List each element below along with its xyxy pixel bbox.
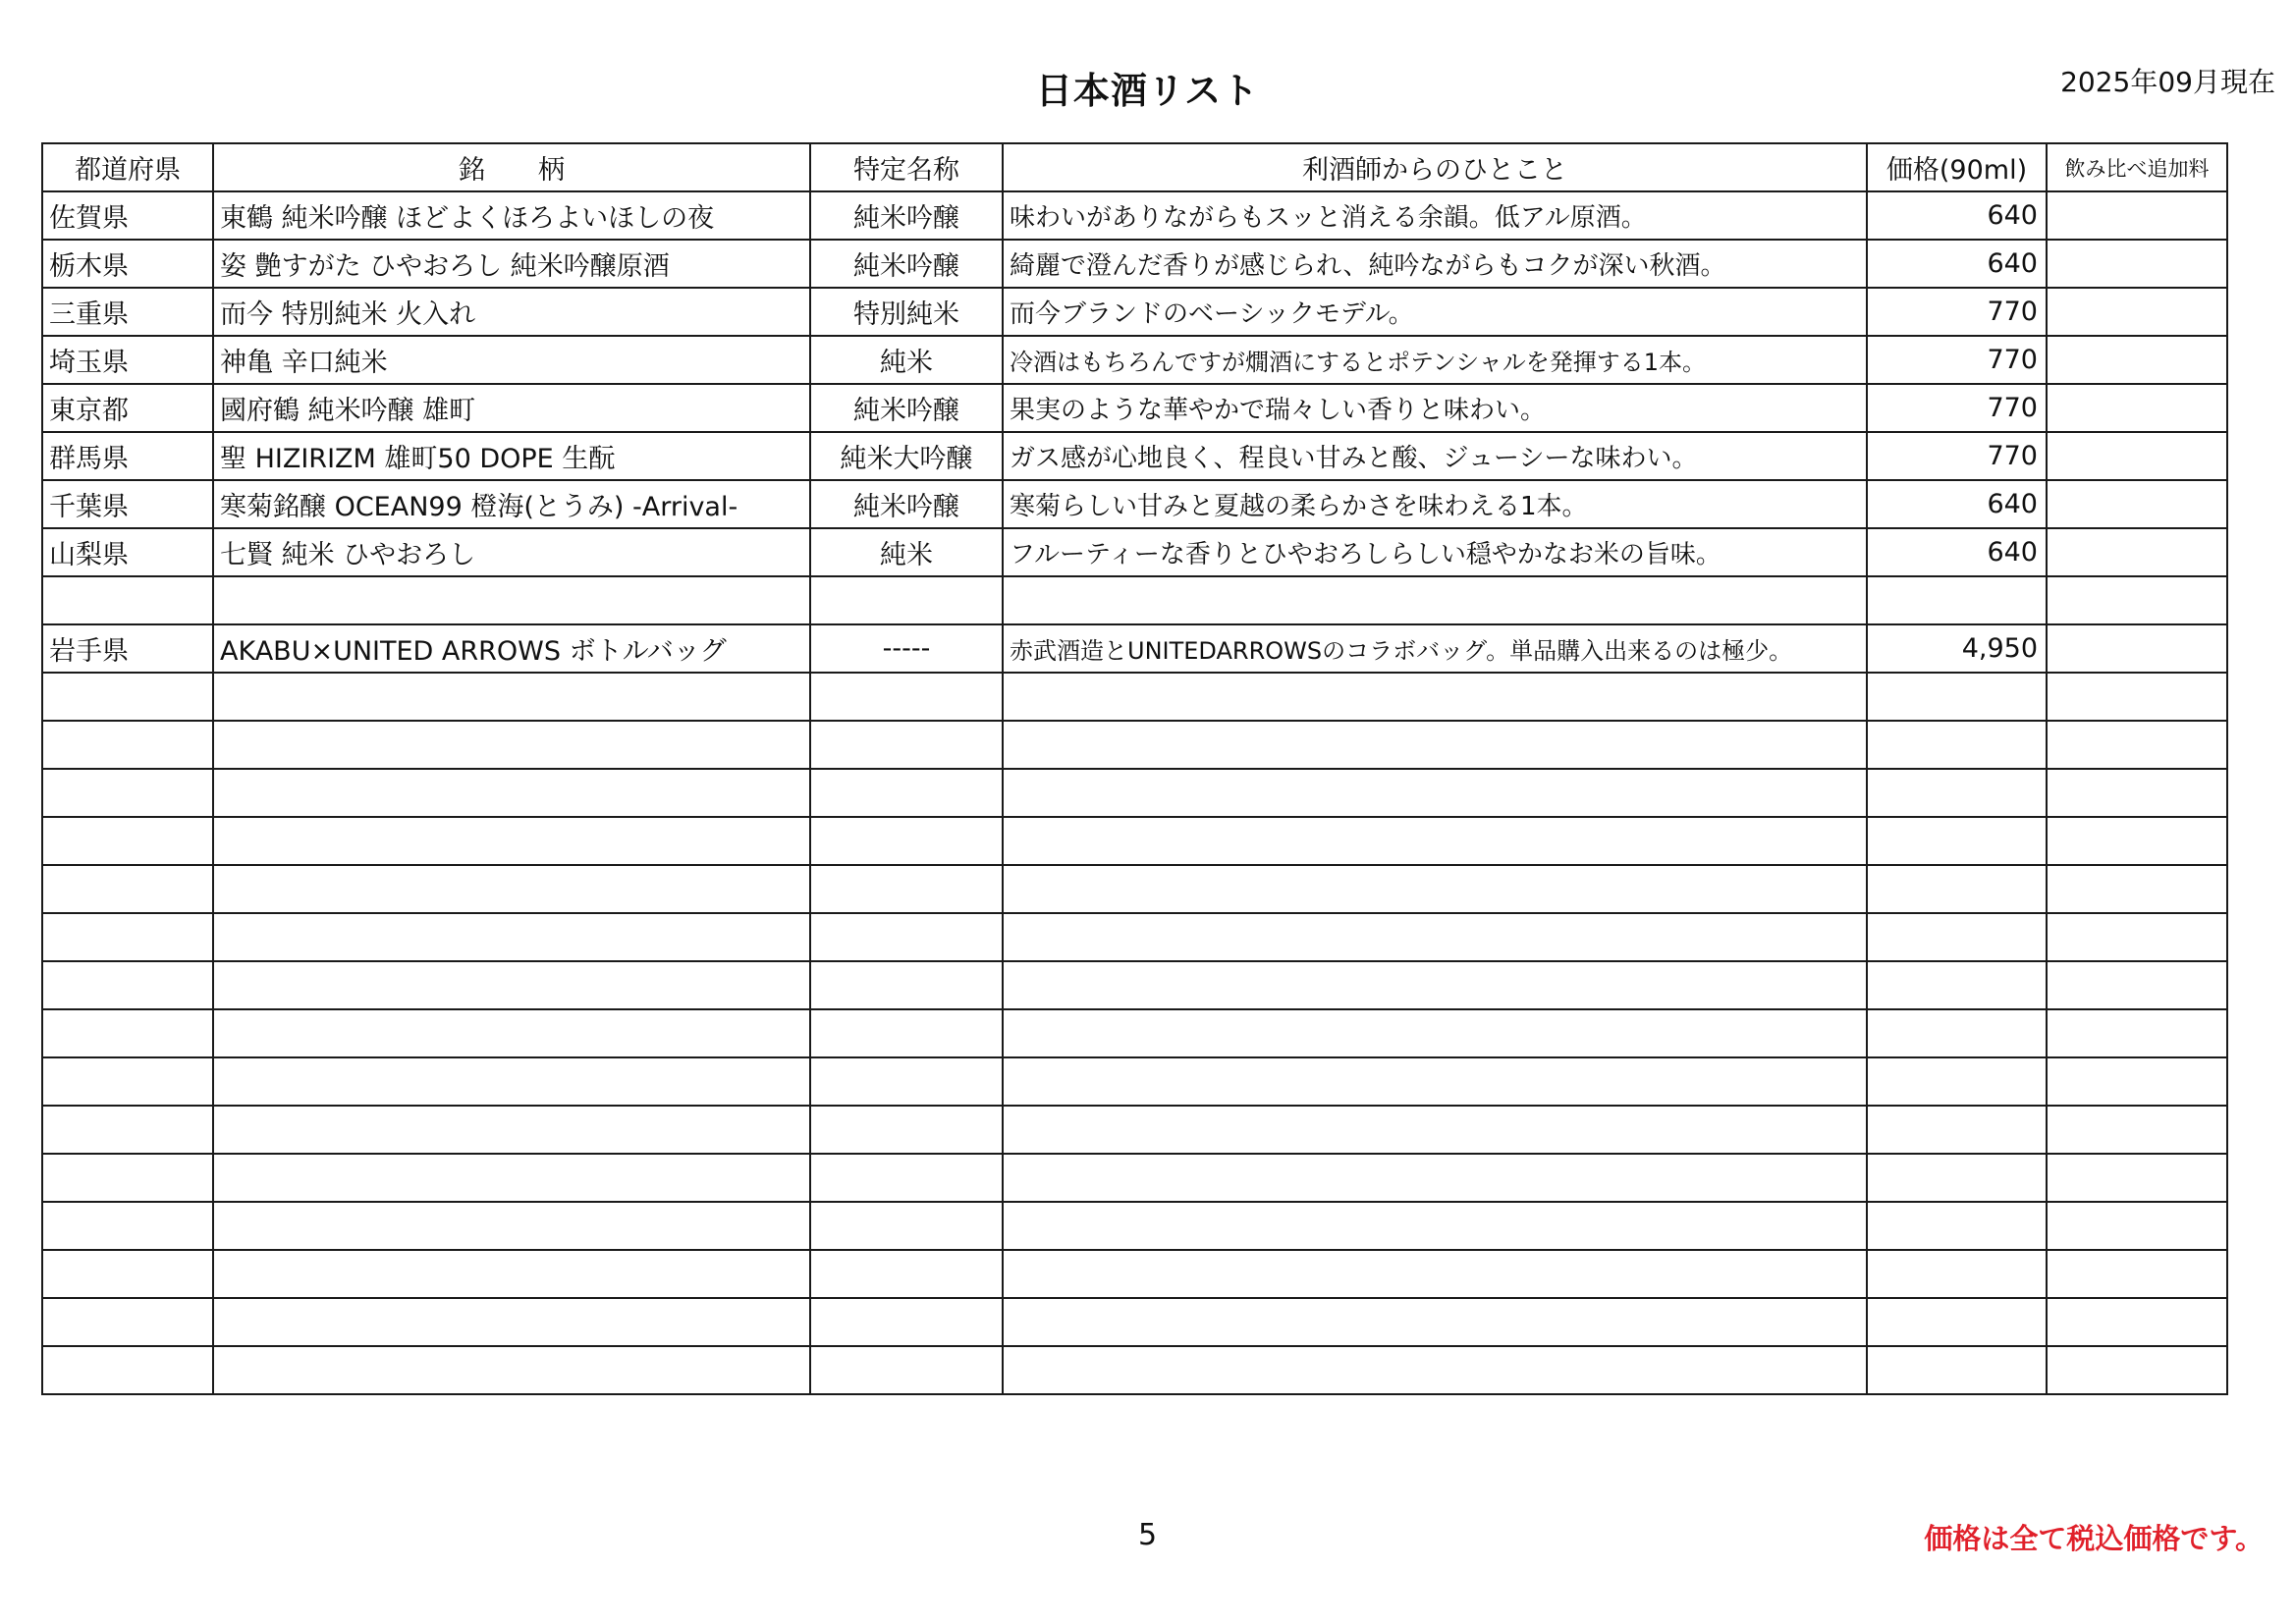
- cell-type: [810, 1106, 1003, 1154]
- table-row: [42, 1106, 2227, 1154]
- cell-extra-fee: [2047, 336, 2227, 384]
- cell-extra-fee: [2047, 1346, 2227, 1394]
- cell-type: [810, 1009, 1003, 1057]
- header-comment: 利酒師からのひとこと: [1003, 143, 1867, 191]
- tax-note: 価格は全て税込価格です。: [1924, 1522, 2264, 1555]
- cell-price: 640: [1867, 191, 2047, 240]
- cell-prefecture: 埼玉県: [42, 336, 213, 384]
- cell-comment: 冷酒はもちろんですが燗酒にするとポテンシャルを発揮する1本。: [1003, 336, 1867, 384]
- table-row: [42, 480, 2227, 528]
- cell-comment: [1003, 1202, 1867, 1250]
- cell-brand: [213, 1057, 810, 1106]
- table-row: [42, 624, 2227, 673]
- cell-prefecture: [42, 1202, 213, 1250]
- cell-comment: [1003, 817, 1867, 865]
- cell-brand: [213, 1202, 810, 1250]
- cell-extra-fee: [2047, 1106, 2227, 1154]
- cell-type: [810, 1346, 1003, 1394]
- cell-extra-fee: [2047, 721, 2227, 769]
- cell-price: [1867, 673, 2047, 721]
- cell-prefecture: [42, 1009, 213, 1057]
- cell-type: 純米吟醸: [810, 191, 1003, 240]
- cell-extra-fee: [2047, 432, 2227, 480]
- cell-brand: [213, 1298, 810, 1346]
- as-of-date: 2025年09月現在: [2060, 66, 2275, 98]
- cell-extra-fee: [2047, 913, 2227, 961]
- table-row: [42, 432, 2227, 480]
- cell-brand: [213, 673, 810, 721]
- cell-comment: 寒菊らしい甘みと夏越の柔らかさを味わえる1本。: [1003, 480, 1867, 528]
- cell-price: 640: [1867, 480, 2047, 528]
- table-row: [42, 1202, 2227, 1250]
- cell-type: [810, 721, 1003, 769]
- cell-price: [1867, 961, 2047, 1009]
- cell-type: [810, 817, 1003, 865]
- cell-brand: 東鶴 純米吟醸 ほどよくほろよいほしの夜: [213, 191, 810, 240]
- cell-prefecture: [42, 576, 213, 624]
- cell-comment: [1003, 1298, 1867, 1346]
- table-row: [42, 1298, 2227, 1346]
- page-title: 日本酒リスト: [1035, 70, 1260, 112]
- cell-type: 特別純米: [810, 288, 1003, 336]
- cell-price: [1867, 576, 2047, 624]
- cell-prefecture: [42, 1106, 213, 1154]
- cell-comment: [1003, 1009, 1867, 1057]
- cell-prefecture: 山梨県: [42, 528, 213, 576]
- header-prefecture: 都道府県: [42, 143, 213, 191]
- cell-price: 640: [1867, 528, 2047, 576]
- table-row: [42, 673, 2227, 721]
- table-row: [42, 384, 2227, 432]
- cell-prefecture: 三重県: [42, 288, 213, 336]
- cell-comment: [1003, 913, 1867, 961]
- cell-type: [810, 769, 1003, 817]
- cell-comment: ガス感が心地良く、程良い甘みと酸、ジューシーな味わい。: [1003, 432, 1867, 480]
- cell-prefecture: [42, 1346, 213, 1394]
- cell-prefecture: [42, 721, 213, 769]
- cell-comment: [1003, 673, 1867, 721]
- table-row: [42, 1154, 2227, 1202]
- cell-brand: 七賢 純米 ひやおろし: [213, 528, 810, 576]
- cell-prefecture: [42, 913, 213, 961]
- table-row: [42, 961, 2227, 1009]
- table-row: [42, 769, 2227, 817]
- table-row: [42, 865, 2227, 913]
- cell-brand: [213, 1346, 810, 1394]
- cell-type: [810, 865, 1003, 913]
- cell-brand: 寒菊銘醸 OCEAN99 橙海(とうみ) -Arrival-: [213, 480, 810, 528]
- cell-price: [1867, 721, 2047, 769]
- cell-brand: 國府鶴 純米吟醸 雄町: [213, 384, 810, 432]
- cell-brand: 神亀 辛口純米: [213, 336, 810, 384]
- cell-price: [1867, 769, 2047, 817]
- cell-price: [1867, 1202, 2047, 1250]
- cell-comment: 赤武酒造とUNITEDARROWSのコラボバッグ。単品購入出来るのは極少。: [1003, 624, 1867, 673]
- cell-brand: [213, 1106, 810, 1154]
- cell-brand: [213, 721, 810, 769]
- cell-price: [1867, 1009, 2047, 1057]
- cell-brand: [213, 1154, 810, 1202]
- cell-type: [810, 576, 1003, 624]
- header-brand: 銘 柄: [213, 143, 810, 191]
- cell-extra-fee: [2047, 961, 2227, 1009]
- cell-price: [1867, 1154, 2047, 1202]
- cell-brand: [213, 865, 810, 913]
- cell-type: 純米: [810, 528, 1003, 576]
- cell-price: 770: [1867, 384, 2047, 432]
- cell-extra-fee: [2047, 240, 2227, 288]
- table-row: [42, 721, 2227, 769]
- cell-comment: [1003, 576, 1867, 624]
- cell-prefecture: [42, 865, 213, 913]
- cell-price: [1867, 913, 2047, 961]
- cell-prefecture: 佐賀県: [42, 191, 213, 240]
- cell-type: 純米: [810, 336, 1003, 384]
- cell-price: [1867, 1298, 2047, 1346]
- cell-comment: [1003, 1154, 1867, 1202]
- cell-comment: [1003, 1250, 1867, 1298]
- cell-price: [1867, 1250, 2047, 1298]
- cell-prefecture: 岩手県: [42, 624, 213, 673]
- cell-type: [810, 1250, 1003, 1298]
- cell-extra-fee: [2047, 480, 2227, 528]
- table-row: [42, 1346, 2227, 1394]
- cell-brand: [213, 1009, 810, 1057]
- cell-extra-fee: [2047, 769, 2227, 817]
- cell-prefecture: 千葉県: [42, 480, 213, 528]
- page-number: 5: [1137, 1518, 1158, 1552]
- cell-brand: [213, 817, 810, 865]
- cell-brand: AKABU×UNITED ARROWS ボトルバッグ: [213, 624, 810, 673]
- sake-list-table: [41, 142, 2228, 1395]
- cell-type: 純米吟醸: [810, 240, 1003, 288]
- cell-extra-fee: [2047, 384, 2227, 432]
- cell-extra-fee: [2047, 528, 2227, 576]
- cell-prefecture: [42, 673, 213, 721]
- cell-brand: [213, 769, 810, 817]
- cell-price: [1867, 1106, 2047, 1154]
- cell-comment: [1003, 721, 1867, 769]
- table-row: [42, 1057, 2227, 1106]
- cell-prefecture: 東京都: [42, 384, 213, 432]
- cell-comment: フルーティーな香りとひやおろしらしい穏やかなお米の旨味。: [1003, 528, 1867, 576]
- cell-price: 770: [1867, 432, 2047, 480]
- cell-price: 770: [1867, 336, 2047, 384]
- cell-extra-fee: [2047, 288, 2227, 336]
- cell-type: [810, 913, 1003, 961]
- cell-price: 4,950: [1867, 624, 2047, 673]
- table-row: [42, 576, 2227, 624]
- header-type: 特定名称: [810, 143, 1003, 191]
- cell-brand: 聖 HIZIRIZM 雄町50 DOPE 生酛: [213, 432, 810, 480]
- cell-comment: 而今ブランドのベーシックモデル。: [1003, 288, 1867, 336]
- table-row: [42, 240, 2227, 288]
- cell-brand: 姿 艶すがた ひやおろし 純米吟醸原酒: [213, 240, 810, 288]
- cell-extra-fee: [2047, 1154, 2227, 1202]
- cell-extra-fee: [2047, 817, 2227, 865]
- cell-prefecture: 栃木県: [42, 240, 213, 288]
- cell-brand: [213, 961, 810, 1009]
- cell-comment: [1003, 1057, 1867, 1106]
- table-row: [42, 191, 2227, 240]
- cell-prefecture: [42, 961, 213, 1009]
- cell-type: [810, 1154, 1003, 1202]
- cell-comment: [1003, 961, 1867, 1009]
- cell-price: 640: [1867, 240, 2047, 288]
- table-row: [42, 288, 2227, 336]
- cell-comment: [1003, 1106, 1867, 1154]
- cell-type: [810, 961, 1003, 1009]
- cell-brand: [213, 913, 810, 961]
- header-extra-fee: 飲み比べ追加料: [2047, 143, 2227, 191]
- cell-extra-fee: [2047, 1250, 2227, 1298]
- cell-comment: 果実のような華やかで瑞々しい香りと味わい。: [1003, 384, 1867, 432]
- cell-extra-fee: [2047, 673, 2227, 721]
- cell-type: [810, 673, 1003, 721]
- cell-prefecture: [42, 769, 213, 817]
- cell-extra-fee: [2047, 191, 2227, 240]
- cell-price: [1867, 1346, 2047, 1394]
- table-body: [42, 191, 2227, 1394]
- cell-extra-fee: [2047, 624, 2227, 673]
- cell-comment: [1003, 769, 1867, 817]
- cell-type: 純米吟醸: [810, 480, 1003, 528]
- cell-type: 純米大吟醸: [810, 432, 1003, 480]
- cell-type: [810, 1202, 1003, 1250]
- cell-type: [810, 1298, 1003, 1346]
- cell-price: [1867, 1057, 2047, 1106]
- cell-type: [810, 1057, 1003, 1106]
- cell-brand: 而今 特別純米 火入れ: [213, 288, 810, 336]
- cell-extra-fee: [2047, 1202, 2227, 1250]
- cell-brand: [213, 1250, 810, 1298]
- cell-type: -----: [810, 624, 1003, 673]
- table-row: [42, 528, 2227, 576]
- cell-prefecture: [42, 1298, 213, 1346]
- table-row: [42, 913, 2227, 961]
- cell-comment: [1003, 1346, 1867, 1394]
- cell-extra-fee: [2047, 865, 2227, 913]
- cell-prefecture: [42, 1250, 213, 1298]
- cell-extra-fee: [2047, 1057, 2227, 1106]
- cell-price: [1867, 817, 2047, 865]
- cell-comment: 綺麗で澄んだ香りが感じられ、純吟ながらもコクが深い秋酒。: [1003, 240, 1867, 288]
- table-row: [42, 1009, 2227, 1057]
- cell-prefecture: [42, 1057, 213, 1106]
- cell-comment: 味わいがありながらもスッと消える余韻。低アル原酒。: [1003, 191, 1867, 240]
- cell-extra-fee: [2047, 576, 2227, 624]
- table-row: [42, 336, 2227, 384]
- header-price: 価格(90ml): [1867, 143, 2047, 191]
- cell-price: [1867, 865, 2047, 913]
- cell-prefecture: 群馬県: [42, 432, 213, 480]
- table-header-row: [42, 143, 2227, 191]
- cell-extra-fee: [2047, 1009, 2227, 1057]
- cell-comment: [1003, 865, 1867, 913]
- cell-extra-fee: [2047, 1298, 2227, 1346]
- cell-price: 770: [1867, 288, 2047, 336]
- cell-brand: [213, 576, 810, 624]
- table-row: [42, 817, 2227, 865]
- table-row: [42, 1250, 2227, 1298]
- cell-type: 純米吟醸: [810, 384, 1003, 432]
- cell-prefecture: [42, 817, 213, 865]
- cell-prefecture: [42, 1154, 213, 1202]
